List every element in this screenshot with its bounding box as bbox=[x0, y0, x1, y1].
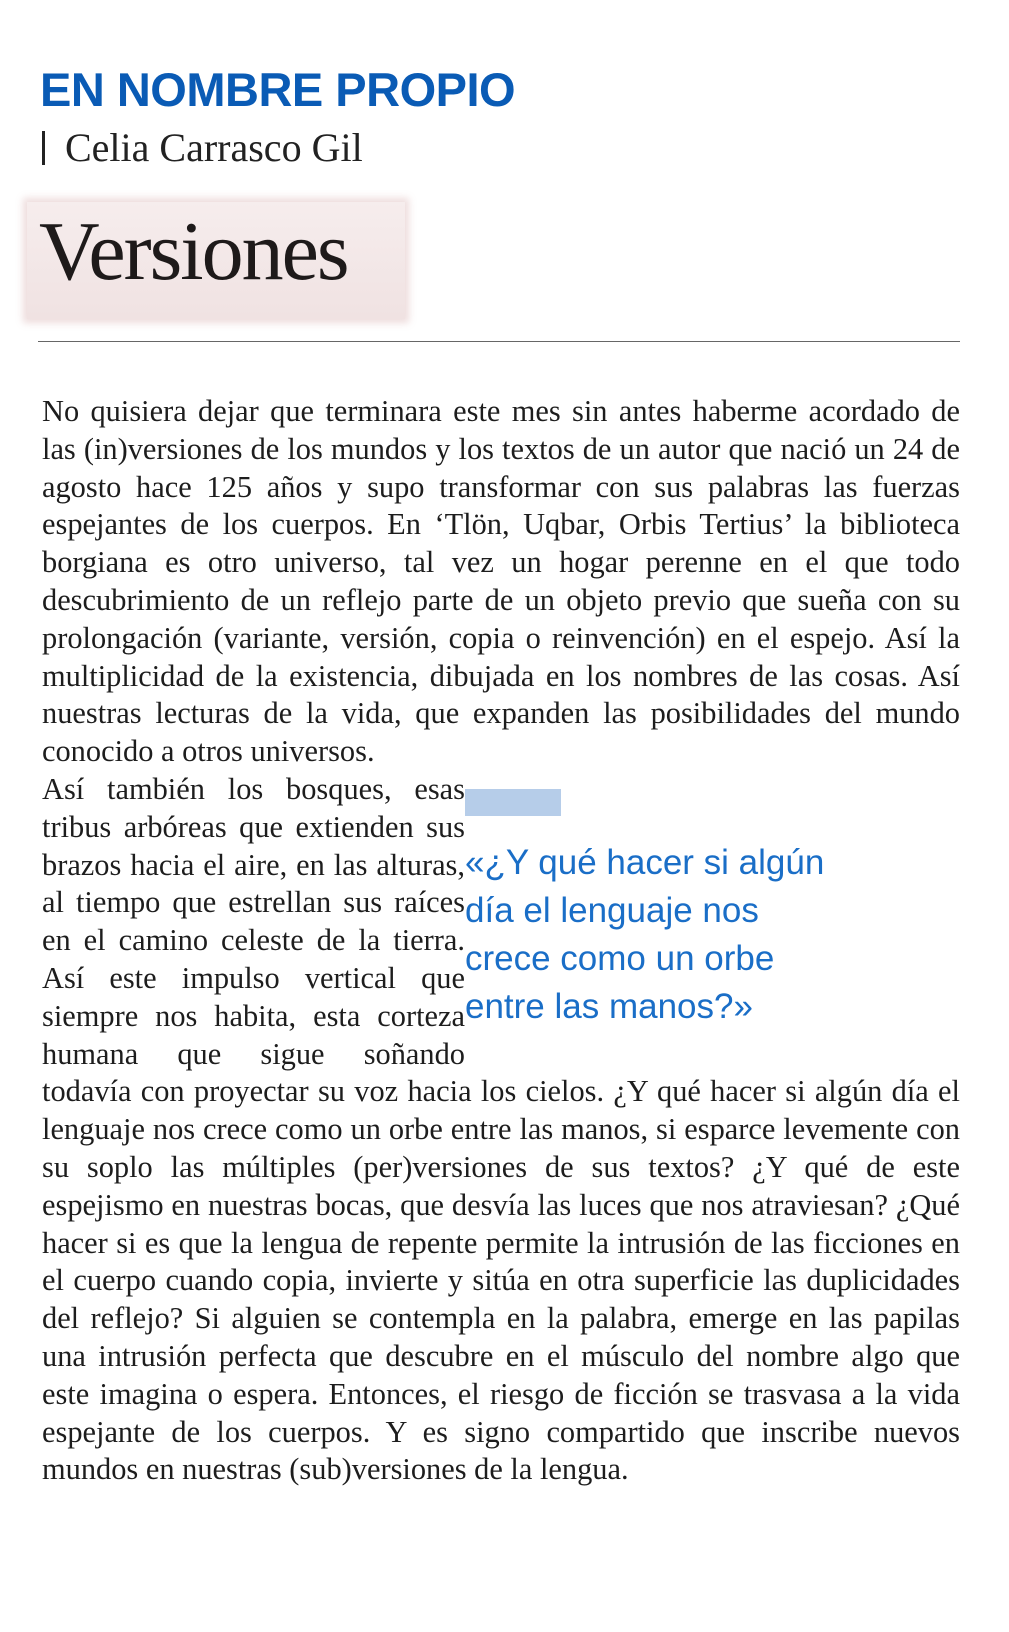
article-title: Versiones bbox=[39, 205, 348, 298]
pull-quote-text: «¿Y qué hacer si algún día el lenguaje nos crece como un orbe entre las manos?» bbox=[465, 842, 825, 1026]
author-name: Celia Carrasco Gil bbox=[65, 125, 363, 170]
title-divider bbox=[38, 341, 960, 342]
paragraph-2: Así también los bosques, esas tribus arbóreas que extienden sus brazos hacia el aire, en las alturas, al tiempo que estrellan sus raíces en el camino celeste de la tierra. Así este impulso vertical que siempre nos habita, esta corteza humana que sigue soñando todavía con proyectar su voz hacia los cielos. ¿Y qué hacer si algún día el lenguaje nos crece como un orbe entre las manos, si esparce levemente con su soplo las múltiples (per)versiones de sus textos? ¿Y qué de este espejismo en nuestras bocas, que desvía las luces que nos atraviesan? ¿Qué hacer si es que la lengua de repente permite la intrusión de las ficciones en el cuerpo cuando copia, invierte y sitúa en otra superficie las duplicidades del reflejo? Si alguien se contempla en la palabra, emerge en las papilas una intrusión perfecta que descubre en el músculo del nombre algo que este imagina o espera. Entonces, el riesgo de ficción se trasvasa a la vida espejante de los cuerpos. Y es signo compartido que inscribe nuevos mundos en nuestras (sub)versiones de la lengua. bbox=[42, 771, 960, 1487]
pull-quote-marker bbox=[465, 789, 561, 816]
article-body bbox=[42, 393, 960, 1489]
section-title: EN NOMBRE PROPIO bbox=[40, 63, 516, 116]
byline-bar bbox=[42, 131, 45, 165]
pull-quote bbox=[465, 771, 960, 1071]
paragraph-1: No quisiera dejar que terminara este mes sin antes haberme acordado de las (in)versiones de los mundos y los textos de un autor que nació un 24 de agosto hace 125 años y supo transformar con sus palabras las fuerzas espejantes de los cuerpos. En ‘Tlön, Uqbar, Orbis Tertius’ la biblioteca borgiana es otro universo, tal vez un hogar perenne en el que todo descubrimiento de un reflejo parte de un objeto previo que sueña con su prolongación (variante, versión, copia o reinvención) en el espejo. Así la multiplicidad de la existencia, dibujada en los nombres de las cosas. Así nuestras lecturas de la vida, que expanden las posibilidades del mundo conocido a otros universos. bbox=[42, 394, 960, 769]
byline bbox=[42, 125, 363, 170]
